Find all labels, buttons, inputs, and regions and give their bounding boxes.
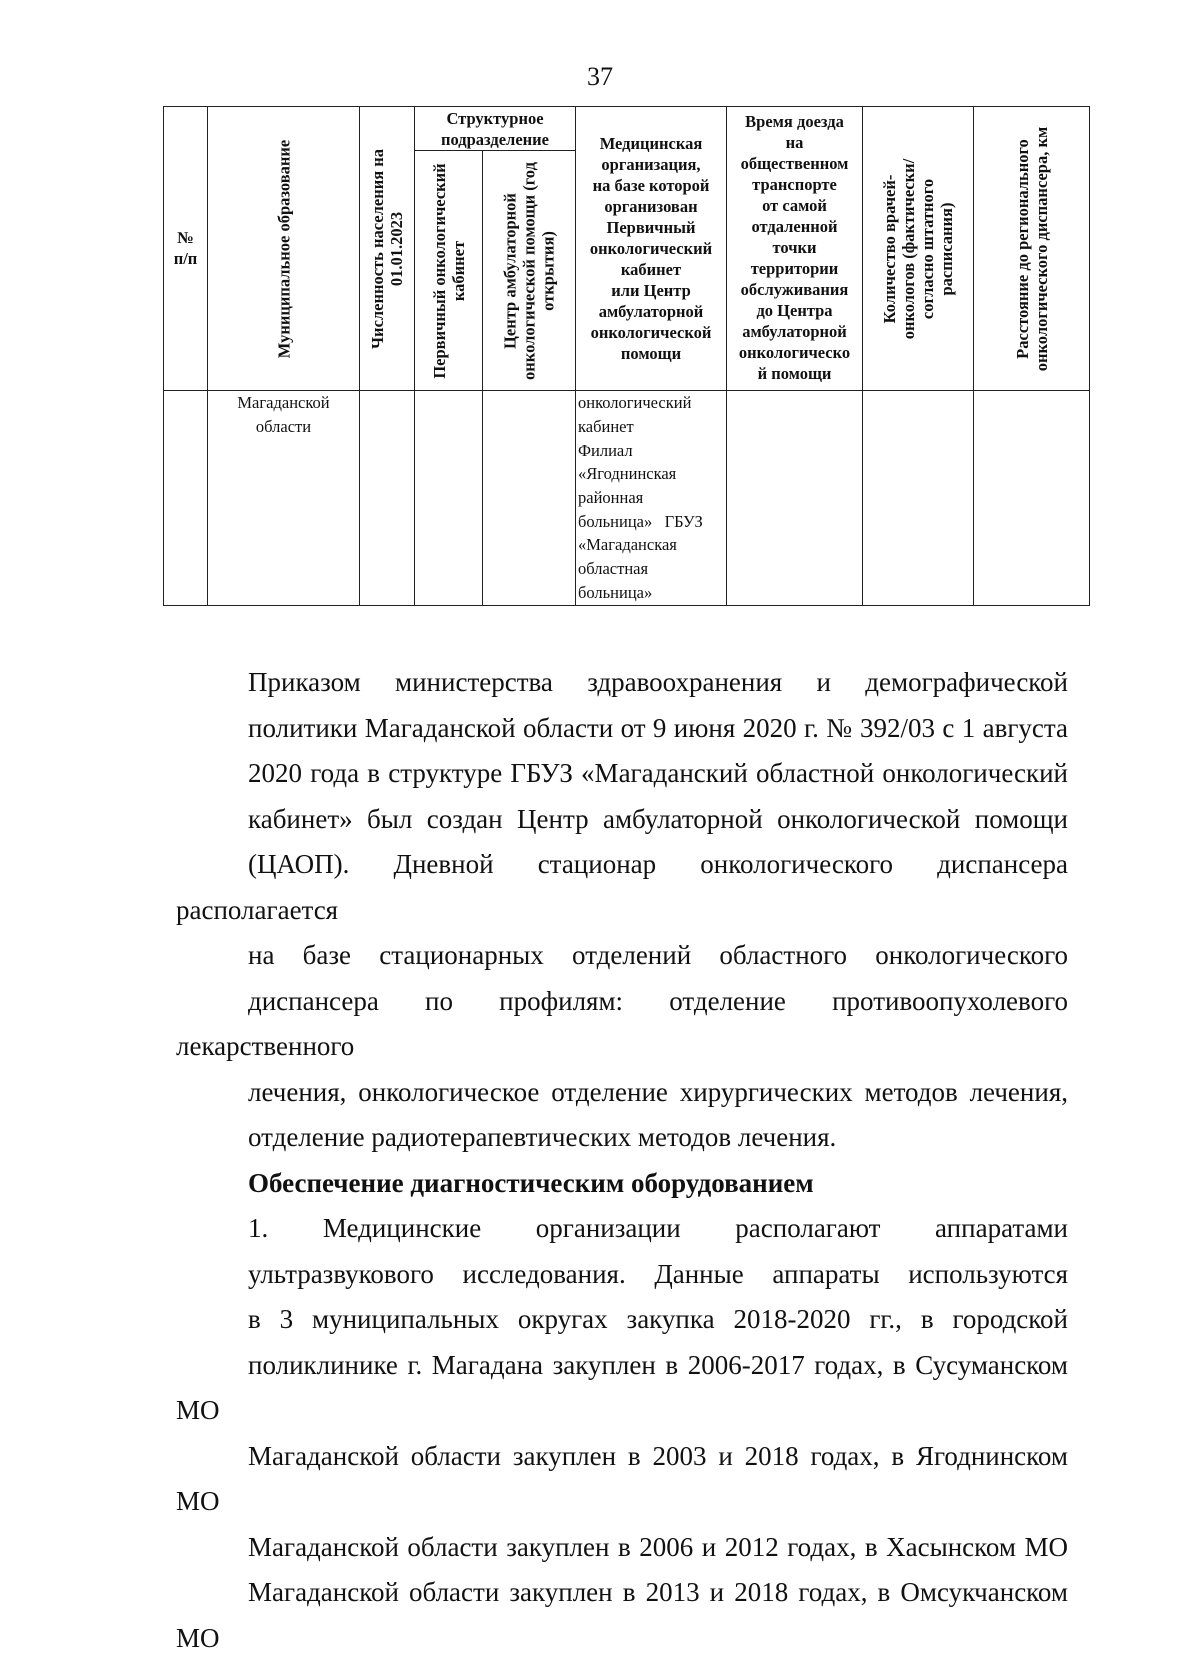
header-line: организация, (601, 155, 701, 174)
header-line: й помощи (757, 364, 832, 383)
paragraph-order (176, 660, 1068, 1161)
text-line: на базе стационарных отделений областного онкологического (248, 940, 1068, 970)
header-line: территории (750, 259, 839, 278)
text-line: 1. Медицинские организации располагают аппаратами (248, 1213, 1068, 1243)
header-line: онкологическо (738, 343, 851, 362)
header-line: до Центра (756, 301, 833, 320)
text-line: Приказом министерства здравоохранения и демографической (248, 667, 1068, 697)
header-structural-unit (415, 107, 576, 151)
text-line: 2020 года в структуре ГБУЗ «Магаданский областной онкологический (248, 758, 1068, 788)
header-line: точки (772, 238, 817, 257)
oncology-table (163, 106, 1090, 606)
header-center-text: Центр амбулаторной онкологической помощи (год открытия) (500, 161, 558, 380)
cell-line: районная (578, 488, 644, 507)
text-line: Магаданской области закуплен в 2013 и 2018 годах, в Омсукчанском МО (176, 1577, 1068, 1653)
header-line: общественном (740, 154, 849, 173)
cell-organization (576, 391, 727, 605)
header-travel-time (727, 107, 863, 391)
header-doctors (863, 107, 974, 391)
header-line: Время доезда (745, 112, 844, 131)
cell-line: Магаданской (237, 393, 330, 413)
text-line: Магаданской области закуплен в 2003 и 2018 годах, в Ягоднинском МО (176, 1440, 1068, 1516)
text-line: кабинет» был создан Центр амбулаторной онкологической помощи (248, 803, 1068, 834)
header-num-line: п/п (173, 248, 198, 268)
cell-line: «Ягоднинская (578, 464, 677, 484)
cell-travel-time (727, 391, 863, 605)
header-distance (974, 107, 1090, 391)
cell-line: области (255, 416, 312, 436)
header-line: кабинет (620, 260, 682, 279)
page-number: 37 (587, 62, 613, 91)
header-line: онкологический (589, 239, 713, 258)
cell-primary-cabinet (415, 391, 483, 605)
header-primary-cabinet (415, 151, 483, 391)
cell-line: кабинет (578, 416, 634, 436)
header-line: помощи (620, 344, 682, 363)
cell-line: больница» (578, 582, 653, 602)
header-line: Медицинская (599, 134, 703, 153)
text-line: в 3 муниципальных округах закупка 2018-2020 гг., в городской (248, 1304, 1068, 1334)
cell-center (483, 391, 576, 605)
header-line: от самой (762, 196, 827, 215)
header-line: отдаленной (751, 217, 838, 236)
header-line: онкологической (590, 323, 712, 342)
header-line: или Центр (611, 281, 691, 300)
header-line: обслуживания (740, 280, 849, 299)
header-line: организован (604, 197, 698, 216)
header-doctors-text: Количество врачей-онкологов (фактически/согласно штатного расписания) (880, 158, 956, 339)
header-line: на базе которой (592, 176, 710, 195)
cell-population (360, 391, 415, 605)
text-line: отделение радиотерапевтических методов лечения. (248, 1122, 837, 1152)
header-line: амбулаторной (742, 322, 847, 341)
header-population-text: Численность населения на 01.01.2023 (368, 148, 406, 349)
cell-doctors (863, 391, 974, 605)
header-organization (576, 107, 727, 391)
paragraph-equipment (176, 1206, 1068, 1661)
header-municipality-text: Муниципальное образование (274, 139, 293, 358)
header-municipality (208, 107, 360, 391)
body-text (176, 660, 1068, 1661)
header-num (164, 107, 208, 391)
header-line: амбулаторной (598, 302, 704, 321)
header-structural-unit-text: Структурное подразделение (441, 109, 549, 149)
header-line: транспорте (752, 175, 837, 194)
text-line: ультразвукового исследования. Данные аппараты используются (248, 1258, 1068, 1289)
text-line: (ЦАОП). Дневной стационар онкологического диспансера располагается (176, 849, 1068, 925)
header-distance-text: Расстояние до регионального онкологического диспансера, км (1012, 126, 1051, 371)
cell-num (164, 391, 208, 605)
cell-municipality (208, 391, 360, 605)
section-heading: Обеспечение диагностическим оборудованием (248, 1167, 814, 1198)
text-line: поликлинике г. Магадана закуплен в 2006-2017 годах, в Сусуманском МО (176, 1349, 1068, 1425)
cell-line: областная (578, 559, 649, 579)
cell-line: онкологический (578, 393, 692, 413)
text-line: политики Магаданской области от 9 июня 2020 г. № 392/03 с 1 августа (248, 712, 1068, 743)
table-row (164, 391, 1090, 605)
text-line: диспансера по профилям: отделение противоопухолевого лекарственного (176, 985, 1068, 1061)
text-line: лечения, онкологическое отделение хирургических методов лечения, (248, 1076, 1068, 1107)
cell-distance (974, 391, 1090, 605)
cell-line: Филиал (578, 440, 633, 460)
header-center (483, 151, 576, 391)
header-primary-cabinet-text: Первичный онкологический кабинет (429, 163, 468, 379)
header-line: Первичный (606, 218, 696, 237)
text-line: Магаданской области закуплен в 2006 и 2012 годах, в Хасынском МО (248, 1531, 1068, 1562)
header-line: на (785, 133, 804, 152)
header-population (360, 107, 415, 391)
cell-line: «Магаданская (578, 535, 677, 555)
cell-line: больница» ГБУЗ (578, 511, 703, 531)
header-num-line: № (177, 228, 194, 247)
